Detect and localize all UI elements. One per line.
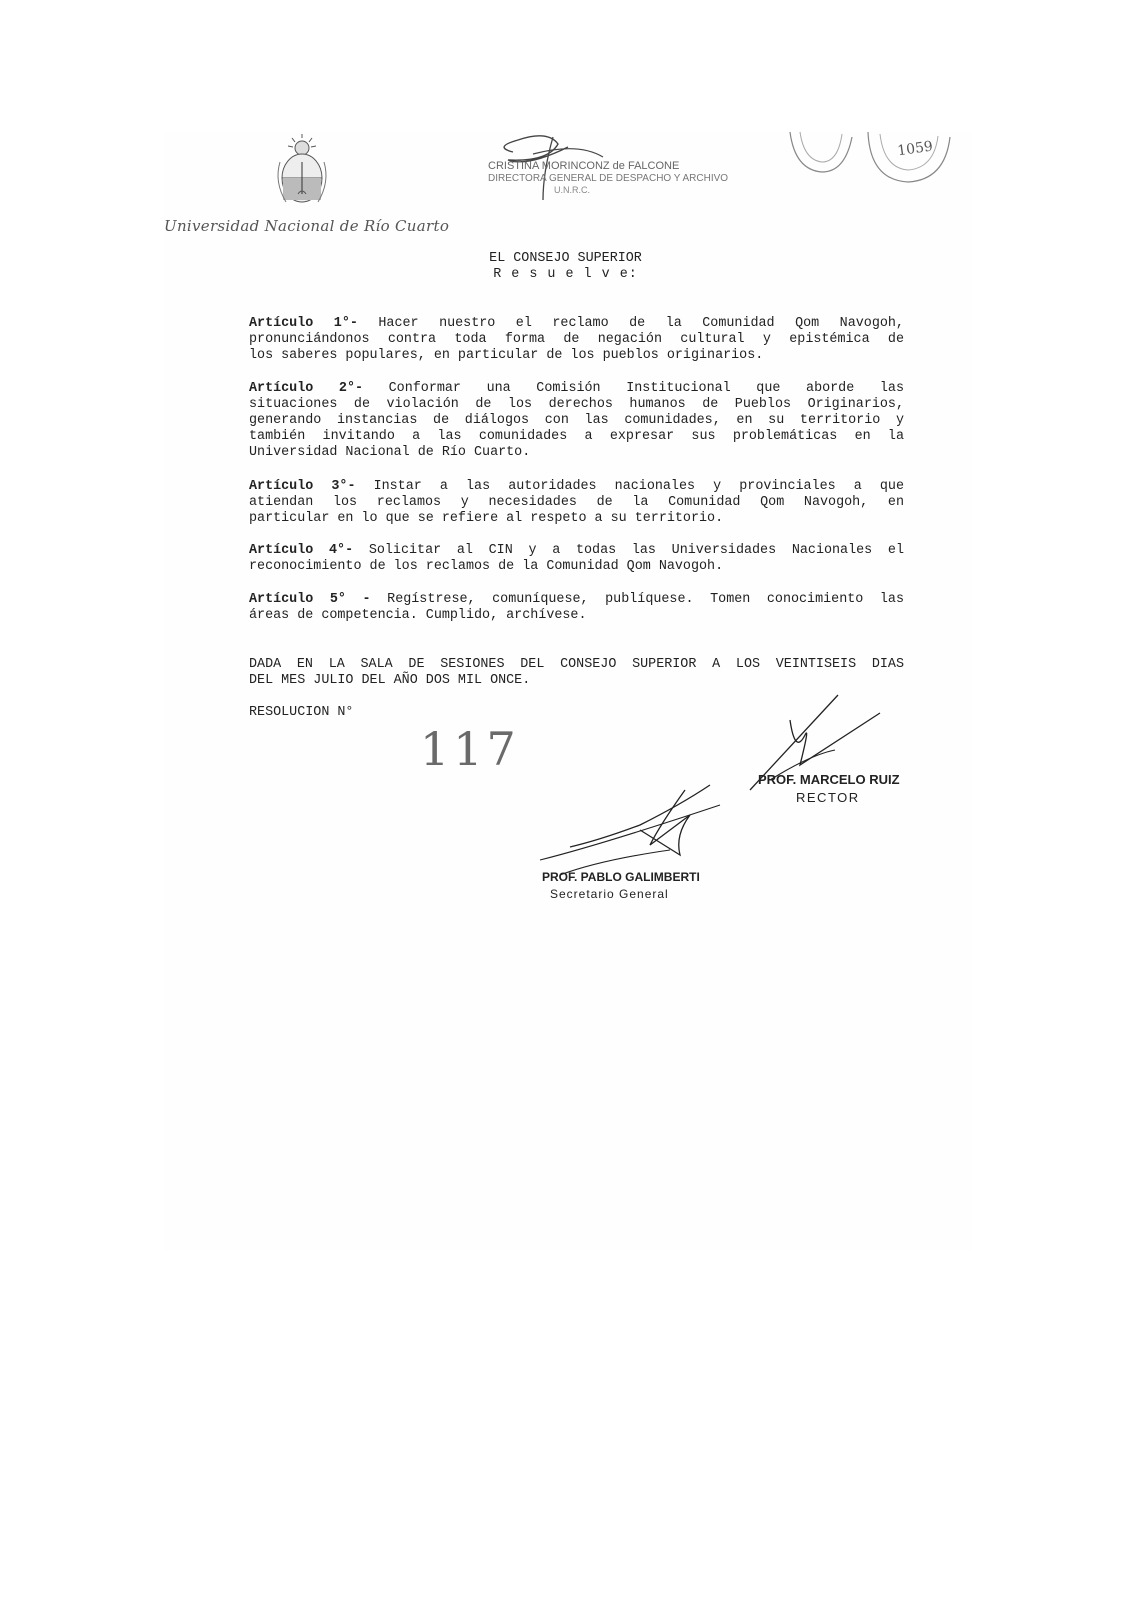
stamp-line-3: U.N.R.C. <box>554 185 590 195</box>
article-line: Solicitar al CIN y a todas las Universidades Nacionales el <box>368 543 904 558</box>
article-line: Regístrese, comuníquese, publíquese. Tomen conocimiento las <box>387 592 904 607</box>
article-line: generando instancias de diálogos con las comunidades, en su territorio y <box>249 413 904 428</box>
closing-line: DEL MES JULIO DEL AÑO DOS MIL ONCE. <box>249 673 531 688</box>
rector-title: RECTOR <box>796 790 860 805</box>
article-label: Artículo 5° - <box>249 592 371 607</box>
stamp-line-2: DIRECTORA GENERAL DE DESPACHO Y ARCHIVO <box>488 173 729 184</box>
article-5 <box>249 592 904 624</box>
article-line: Hacer nuestro el reclamo de la Comunidad Qom Navogoh, <box>378 316 904 331</box>
article-line: reconocimiento de los reclamos de la Comunidad Qom Navogoh. <box>249 559 724 574</box>
article-1 <box>249 316 904 364</box>
council-heading: EL CONSEJO SUPERIOR <box>489 251 642 266</box>
seal-number: 1059 <box>896 138 934 160</box>
scanned-page <box>164 132 972 1250</box>
article-label: Artículo 2°- <box>249 381 364 396</box>
rector-name: PROF. MARCELO RUIZ <box>758 772 900 787</box>
article-line: Instar a las autoridades nacionales y provinciales a que <box>373 479 904 494</box>
secretary-title: Secretario General <box>550 887 669 901</box>
article-line: los saberes populares, en particular de los pueblos originarios. <box>249 348 764 363</box>
article-label: Artículo 4°- <box>249 543 354 558</box>
article-4 <box>249 543 904 575</box>
coat-of-arms-icon <box>272 132 332 210</box>
article-label: Artículo 3°- <box>249 479 356 494</box>
article-line: situaciones de violación de los derechos humanos de Pueblos Originarios, <box>249 397 904 412</box>
closing-statement <box>249 657 904 689</box>
resolution-number: 117 <box>420 722 520 776</box>
article-line: áreas de competencia. Cumplido, archívese. <box>249 608 587 623</box>
office-stamp <box>488 132 729 202</box>
stamp-line-1: CRISTINA MORINCONZ de FALCONE <box>488 160 680 172</box>
article-line: pronunciándonos contra toda forma de negación cultural y epistémica de <box>249 332 904 347</box>
article-2 <box>249 381 904 461</box>
closing-line: DADA EN LA SALA DE SESIONES DEL CONSEJO SUPERIOR A LOS VEINTISEIS DIAS <box>249 657 904 672</box>
round-seal-icon <box>790 132 975 192</box>
article-line: también invitando a las comunidades a expresar sus problemáticas en la <box>249 429 904 444</box>
resolve-heading: R e s u e l v e: <box>493 267 638 282</box>
article-3 <box>249 479 904 527</box>
resolution-label: RESOLUCION N° <box>249 705 354 720</box>
secretary-signature-icon <box>540 785 720 880</box>
article-line: Conformar una Comisión Institucional que aborde las <box>388 381 904 396</box>
article-line: Universidad Nacional de Río Cuarto. <box>249 445 531 460</box>
article-line: particular en lo que se refiere al respeto a su territorio. <box>249 511 724 526</box>
secretary-name: PROF. PABLO GALIMBERTI <box>542 870 700 884</box>
article-line: atiendan los reclamos y necesidades de la Comunidad Qom Navogoh, en <box>249 495 904 510</box>
article-label: Artículo 1°- <box>249 316 358 331</box>
university-name: Universidad Nacional de Río Cuarto <box>164 217 450 235</box>
registry-seals <box>790 132 975 192</box>
